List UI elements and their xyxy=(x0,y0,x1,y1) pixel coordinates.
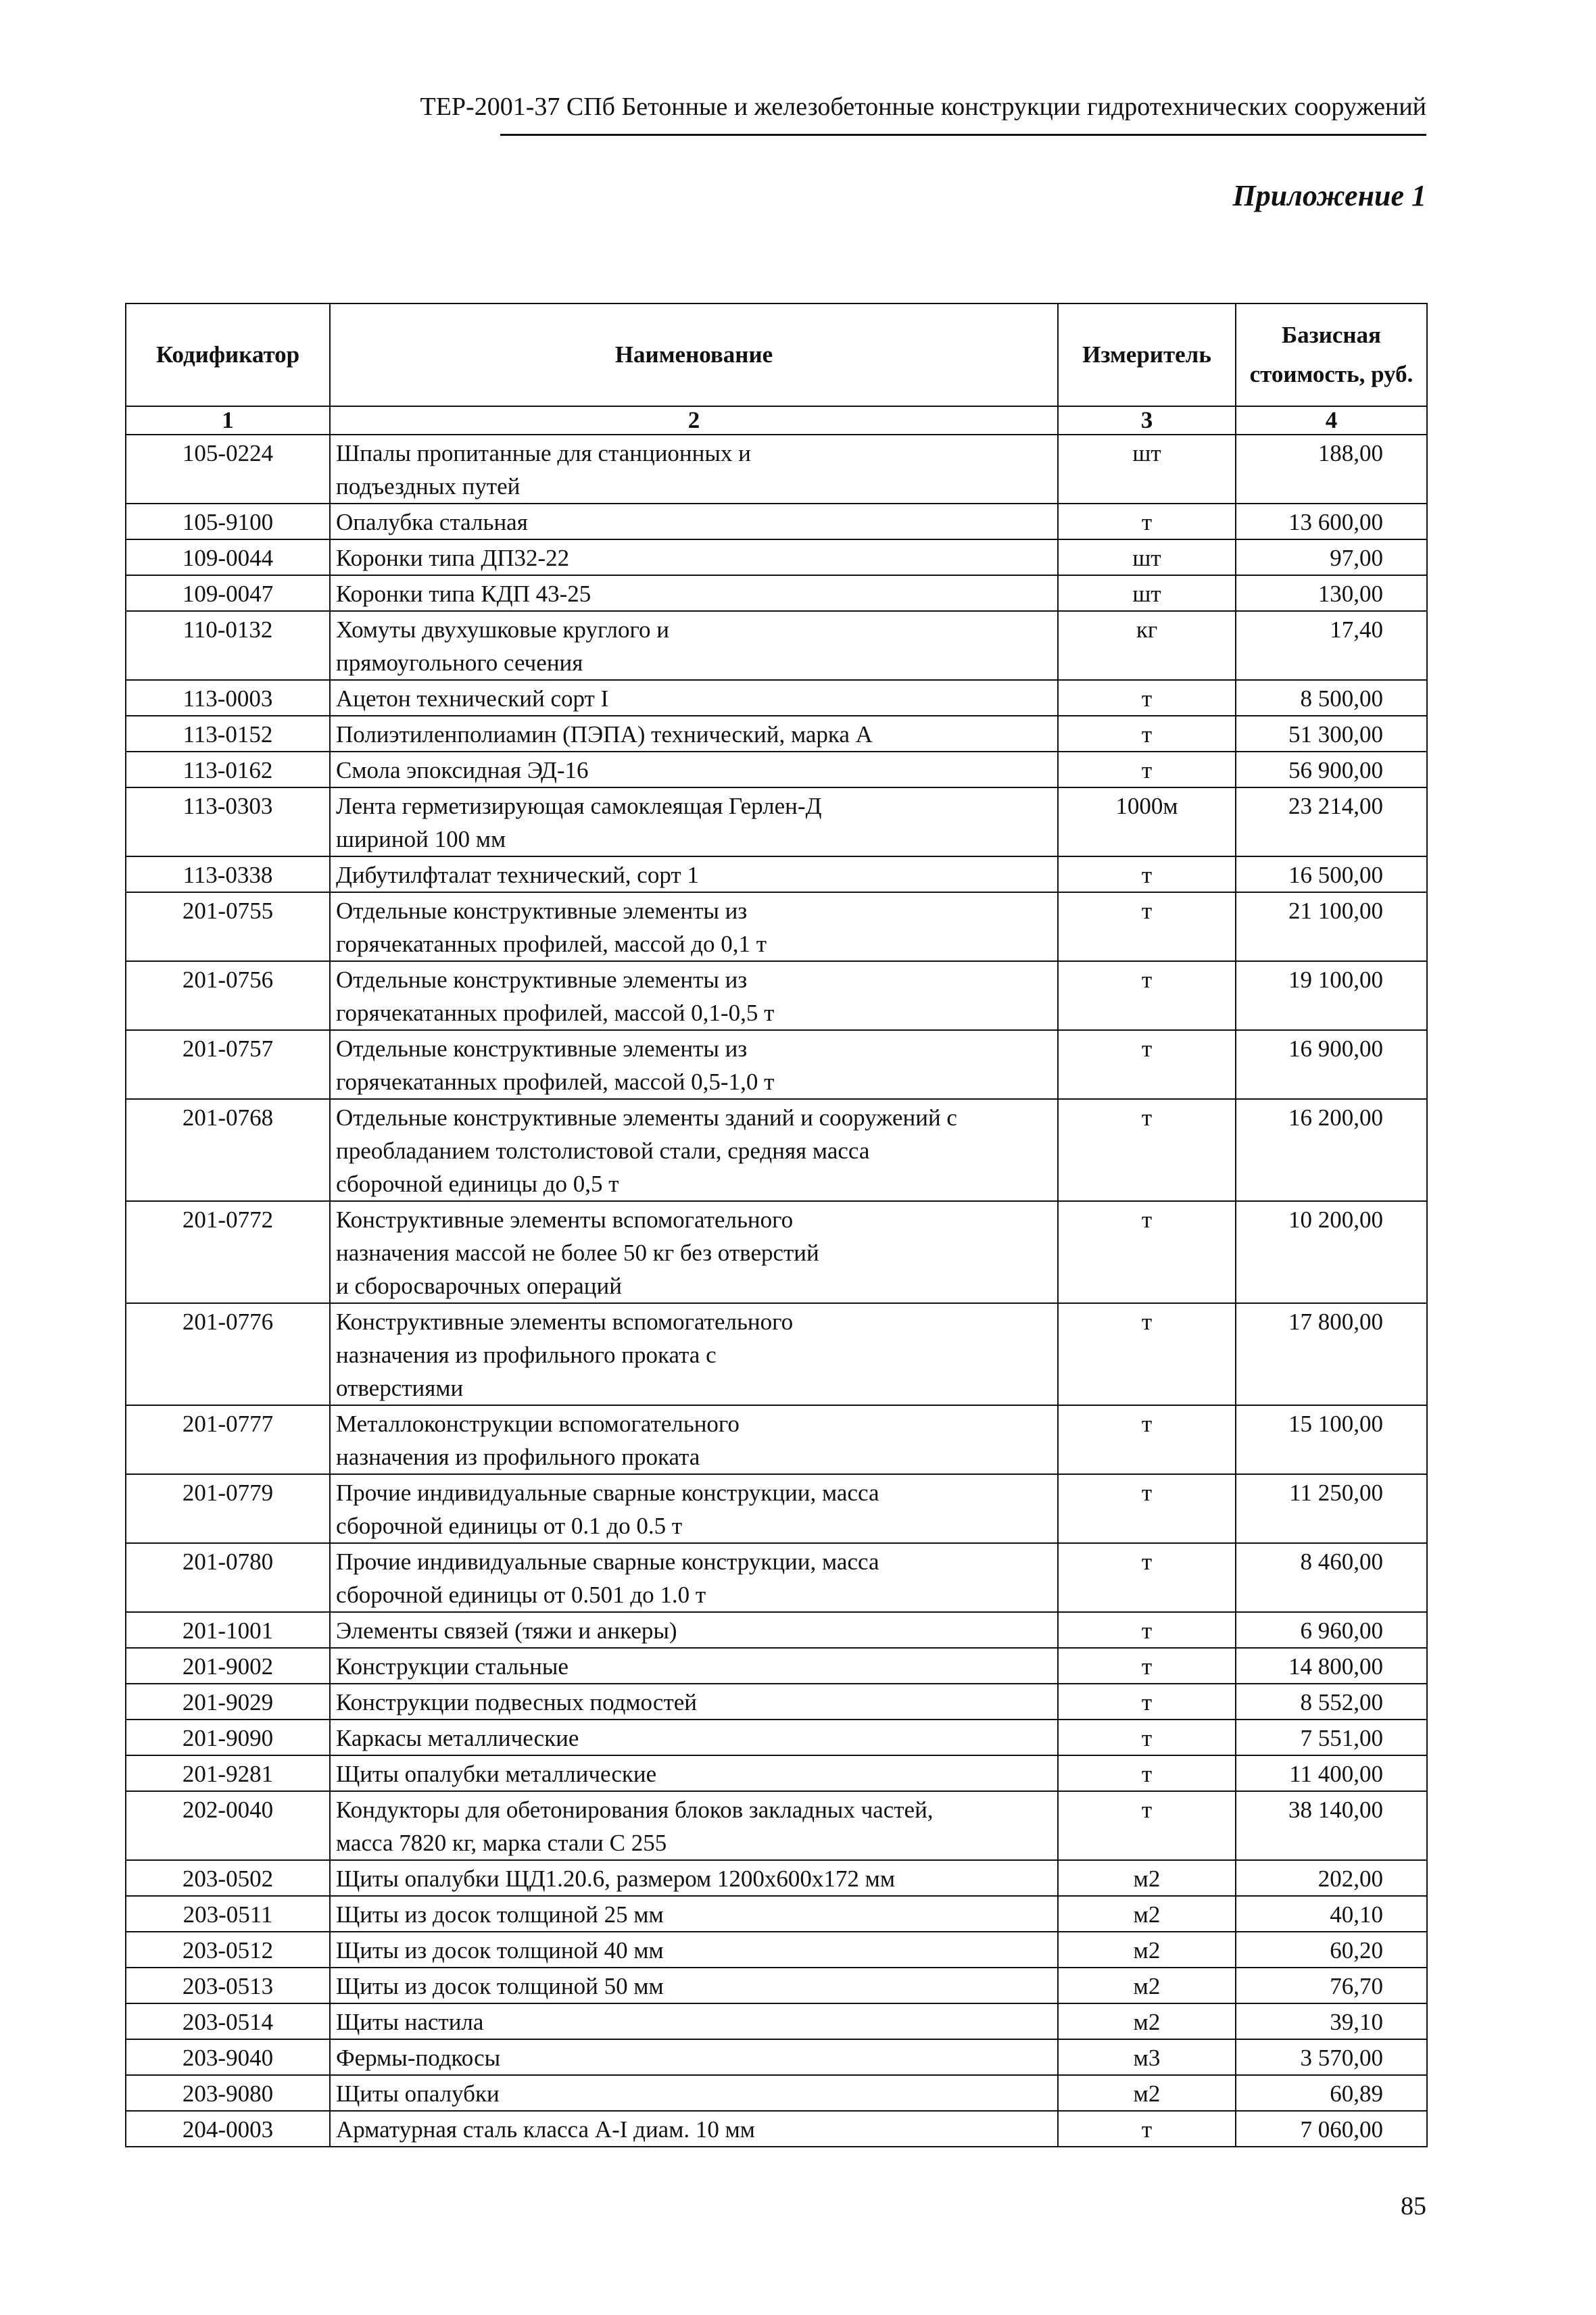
cell-name-line: масса 7820 кг, марка стали С 255 xyxy=(336,1830,667,1856)
cell-name-line: Полиэтиленполиамин (ПЭПА) технический, марка А xyxy=(336,721,873,748)
cell-code: 113-0162 xyxy=(126,752,330,787)
cell-code: 105-0224 xyxy=(126,435,330,504)
table-row xyxy=(126,752,1427,787)
cell-name-line: преобладанием толстолистовой стали, средняя масса xyxy=(336,1138,870,1164)
table-row xyxy=(126,1896,1427,1932)
cell-price: 16 900,00 xyxy=(1236,1030,1427,1099)
cell-name xyxy=(330,680,1058,716)
header-rule xyxy=(500,134,1426,136)
cell-name-line: Кондукторы для обетонирования блоков закладных частей, xyxy=(336,1797,934,1823)
cell-name xyxy=(330,1755,1058,1791)
cell-name xyxy=(330,1860,1058,1896)
cell-name xyxy=(330,716,1058,752)
cell-unit: т xyxy=(1058,1474,1236,1543)
table-row xyxy=(126,611,1427,680)
cell-unit: т xyxy=(1058,892,1236,961)
cell-code: 113-0338 xyxy=(126,856,330,892)
cell-unit: т xyxy=(1058,680,1236,716)
cell-unit: шт xyxy=(1058,575,1236,611)
table-row xyxy=(126,892,1427,961)
cell-name xyxy=(330,1030,1058,1099)
column-header-price: Базисная стоимость, руб. xyxy=(1236,303,1427,406)
cell-code: 201-0755 xyxy=(126,892,330,961)
table-row xyxy=(126,787,1427,856)
table-row xyxy=(126,1791,1427,1860)
table-row xyxy=(126,1648,1427,1684)
cell-price: 3 570,00 xyxy=(1236,2039,1427,2075)
table-row xyxy=(126,1474,1427,1543)
cell-unit: м2 xyxy=(1058,2075,1236,2111)
cell-unit: т xyxy=(1058,1684,1236,1720)
cell-code: 109-0047 xyxy=(126,575,330,611)
cell-name xyxy=(330,539,1058,575)
cell-unit: т xyxy=(1058,1201,1236,1303)
cell-unit: т xyxy=(1058,1030,1236,1099)
cell-code: 201-0777 xyxy=(126,1405,330,1474)
cell-code: 201-0768 xyxy=(126,1099,330,1201)
cell-unit: т xyxy=(1058,1543,1236,1612)
column-header-unit: Измеритель xyxy=(1058,303,1236,406)
cell-name-line: сборочной единицы до 0,5 т xyxy=(336,1171,619,1197)
cell-price: 188,00 xyxy=(1236,435,1427,504)
cell-name-line: Прочие индивидуальные сварные конструкции, масса xyxy=(336,1549,879,1575)
cell-name xyxy=(330,1720,1058,1755)
cell-name xyxy=(330,1791,1058,1860)
table-row xyxy=(126,2003,1427,2039)
cell-price: 23 214,00 xyxy=(1236,787,1427,856)
cell-name xyxy=(330,892,1058,961)
cell-unit: м2 xyxy=(1058,1932,1236,1968)
cell-unit: т xyxy=(1058,752,1236,787)
cell-name xyxy=(330,856,1058,892)
cell-unit: шт xyxy=(1058,435,1236,504)
table-row xyxy=(126,680,1427,716)
cell-name xyxy=(330,752,1058,787)
cell-unit: 1000м xyxy=(1058,787,1236,856)
cell-price: 130,00 xyxy=(1236,575,1427,611)
cell-name-line: Щиты из досок толщиной 50 мм xyxy=(336,1973,664,1999)
cell-name-line: назначения из профильного проката с xyxy=(336,1342,717,1368)
cell-code: 201-0779 xyxy=(126,1474,330,1543)
cell-unit: т xyxy=(1058,716,1236,752)
cell-name-line: подъездных путей xyxy=(336,473,521,499)
cell-price: 15 100,00 xyxy=(1236,1405,1427,1474)
cell-price: 16 200,00 xyxy=(1236,1099,1427,1201)
cell-code: 201-9281 xyxy=(126,1755,330,1791)
cell-name-line: Отдельные конструктивные элементы из xyxy=(336,967,748,993)
cell-name-line: отверстиями xyxy=(336,1375,464,1401)
cell-code: 203-9080 xyxy=(126,2075,330,2111)
column-numbers-row xyxy=(126,406,1427,435)
cell-name-line: Дибутилфталат технический, сорт 1 xyxy=(336,862,699,888)
cell-name-line: Конструкции стальные xyxy=(336,1653,569,1680)
cell-name-line: назначения из профильного проката xyxy=(336,1444,700,1470)
table-row xyxy=(126,1968,1427,2003)
cell-name-line: Шпалы пропитанные для станционных и xyxy=(336,440,751,466)
cell-name-line: Лента герметизирующая самоклеящая Герлен-Д xyxy=(336,793,822,819)
cell-price: 76,70 xyxy=(1236,1968,1427,2003)
cell-name-line: шириной 100 мм xyxy=(336,826,506,852)
cell-price: 8 552,00 xyxy=(1236,1684,1427,1720)
cell-name xyxy=(330,2039,1058,2075)
cell-name xyxy=(330,1648,1058,1684)
cell-name-line: Отдельные конструктивные элементы из xyxy=(336,898,748,924)
cell-unit: м2 xyxy=(1058,1860,1236,1896)
table-row xyxy=(126,504,1427,539)
cell-price: 202,00 xyxy=(1236,1860,1427,1896)
cell-name xyxy=(330,504,1058,539)
cell-code: 201-0776 xyxy=(126,1303,330,1405)
cell-code: 113-0303 xyxy=(126,787,330,856)
cell-unit: т xyxy=(1058,1791,1236,1860)
cell-price: 97,00 xyxy=(1236,539,1427,575)
cell-name-line: прямоугольного сечения xyxy=(336,650,583,676)
cell-price: 11 400,00 xyxy=(1236,1755,1427,1791)
cell-name xyxy=(330,575,1058,611)
cell-price: 16 500,00 xyxy=(1236,856,1427,892)
cell-code: 203-0513 xyxy=(126,1968,330,2003)
cell-code: 110-0132 xyxy=(126,611,330,680)
cell-code: 201-9029 xyxy=(126,1684,330,1720)
cell-name-line: Отдельные конструктивные элементы из xyxy=(336,1035,748,1062)
cell-code: 201-1001 xyxy=(126,1612,330,1648)
cell-code: 203-0512 xyxy=(126,1932,330,1968)
cell-price: 17,40 xyxy=(1236,611,1427,680)
cell-price: 6 960,00 xyxy=(1236,1612,1427,1648)
cell-unit: м3 xyxy=(1058,2039,1236,2075)
table-row xyxy=(126,1932,1427,1968)
cell-name-line: Элементы связей (тяжи и анкеры) xyxy=(336,1617,677,1644)
price-table xyxy=(125,303,1428,2147)
cell-name xyxy=(330,1968,1058,2003)
cell-code: 201-9002 xyxy=(126,1648,330,1684)
cell-unit: м2 xyxy=(1058,2003,1236,2039)
cell-name xyxy=(330,435,1058,504)
cell-name-line: Опалубка стальная xyxy=(336,509,528,535)
cell-price: 19 100,00 xyxy=(1236,961,1427,1030)
cell-price: 21 100,00 xyxy=(1236,892,1427,961)
cell-price: 10 200,00 xyxy=(1236,1201,1427,1303)
cell-name xyxy=(330,1543,1058,1612)
cell-price: 51 300,00 xyxy=(1236,716,1427,752)
table-row xyxy=(126,1201,1427,1303)
cell-price: 60,89 xyxy=(1236,2075,1427,2111)
table-header-row xyxy=(126,303,1427,406)
cell-price: 60,20 xyxy=(1236,1932,1427,1968)
cell-name xyxy=(330,1612,1058,1648)
cell-name-line: Щиты опалубки ЩД1.20.6, размером 1200х600х172 мм xyxy=(336,1866,895,1892)
table-row xyxy=(126,2111,1427,2147)
table-row xyxy=(126,961,1427,1030)
cell-name xyxy=(330,1474,1058,1543)
cell-name-line: и сборосварочных операций xyxy=(336,1273,622,1299)
cell-name-line: Конструкции подвесных подмостей xyxy=(336,1689,698,1715)
cell-code: 109-0044 xyxy=(126,539,330,575)
document-header-title: ТЕР-2001-37 СПб Бетонные и железобетонные конструкции гидротехнических сооружений xyxy=(420,93,1426,121)
cell-name-line: горячекатанных профилей, массой 0,1-0,5 т xyxy=(336,1000,775,1026)
cell-code: 113-0152 xyxy=(126,716,330,752)
cell-name-line: Металлоконструкции вспомогательного xyxy=(336,1411,740,1437)
cell-price: 11 250,00 xyxy=(1236,1474,1427,1543)
cell-code: 203-0514 xyxy=(126,2003,330,2039)
cell-name xyxy=(330,961,1058,1030)
cell-unit: т xyxy=(1058,1303,1236,1405)
table-row xyxy=(126,1860,1427,1896)
cell-name xyxy=(330,1896,1058,1932)
table-row xyxy=(126,1543,1427,1612)
cell-name xyxy=(330,2111,1058,2147)
cell-name xyxy=(330,1099,1058,1201)
cell-price: 14 800,00 xyxy=(1236,1648,1427,1684)
cell-name-line: Щиты опалубки xyxy=(336,2080,500,2107)
cell-unit: т xyxy=(1058,2111,1236,2147)
cell-unit: т xyxy=(1058,856,1236,892)
table-row xyxy=(126,1099,1427,1201)
cell-name-line: Фермы-подкосы xyxy=(336,2045,501,2071)
cell-price: 39,10 xyxy=(1236,2003,1427,2039)
cell-code: 201-0772 xyxy=(126,1201,330,1303)
table-row xyxy=(126,856,1427,892)
table-row xyxy=(126,716,1427,752)
cell-name-line: Щиты опалубки металлические xyxy=(336,1761,657,1787)
cell-unit: т xyxy=(1058,961,1236,1030)
cell-unit: т xyxy=(1058,1612,1236,1648)
cell-price: 13 600,00 xyxy=(1236,504,1427,539)
column-number: 4 xyxy=(1236,406,1427,435)
cell-unit: м2 xyxy=(1058,1896,1236,1932)
cell-name-line: горячекатанных профилей, массой до 0,1 т xyxy=(336,931,767,957)
cell-name xyxy=(330,1201,1058,1303)
cell-name-line: Коронки типа КДП 43-25 xyxy=(336,581,591,607)
cell-code: 105-9100 xyxy=(126,504,330,539)
column-number: 1 xyxy=(126,406,330,435)
cell-unit: м2 xyxy=(1058,1968,1236,2003)
cell-unit: т xyxy=(1058,1720,1236,1755)
cell-price: 40,10 xyxy=(1236,1896,1427,1932)
table-row xyxy=(126,539,1427,575)
cell-name xyxy=(330,611,1058,680)
table-row xyxy=(126,435,1427,504)
cell-name xyxy=(330,2003,1058,2039)
cell-name xyxy=(330,1932,1058,1968)
cell-price: 7 551,00 xyxy=(1236,1720,1427,1755)
cell-name-line: назначения массой не более 50 кг без отверстий xyxy=(336,1240,819,1266)
column-number: 2 xyxy=(330,406,1058,435)
cell-name-line: Щиты из досок толщиной 40 мм xyxy=(336,1937,664,1964)
cell-name-line: Каркасы металлические xyxy=(336,1725,579,1751)
cell-code: 202-0040 xyxy=(126,1791,330,1860)
cell-name xyxy=(330,1684,1058,1720)
cell-price: 17 800,00 xyxy=(1236,1303,1427,1405)
cell-name-line: Коронки типа ДП32-22 xyxy=(336,545,570,571)
cell-code: 113-0003 xyxy=(126,680,330,716)
cell-code: 201-0780 xyxy=(126,1543,330,1612)
appendix-label: Приложение 1 xyxy=(1232,179,1426,212)
cell-name-line: горячекатанных профилей, массой 0,5-1,0 т xyxy=(336,1069,775,1095)
cell-unit: кг xyxy=(1058,611,1236,680)
table-row xyxy=(126,575,1427,611)
table-row xyxy=(126,1755,1427,1791)
table-row xyxy=(126,1405,1427,1474)
cell-name-line: Щиты настила xyxy=(336,2009,484,2035)
cell-name-line: Прочие индивидуальные сварные конструкции, масса xyxy=(336,1480,879,1506)
cell-name-line: Арматурная сталь класса А-I диам. 10 мм xyxy=(336,2116,755,2143)
cell-unit: т xyxy=(1058,1648,1236,1684)
cell-name xyxy=(330,1405,1058,1474)
cell-unit: т xyxy=(1058,504,1236,539)
cell-price: 8 460,00 xyxy=(1236,1543,1427,1612)
table-body xyxy=(126,435,1427,2147)
cell-code: 203-9040 xyxy=(126,2039,330,2075)
cell-code: 201-0757 xyxy=(126,1030,330,1099)
page-number: 85 xyxy=(1401,2192,1426,2220)
table-row xyxy=(126,1303,1427,1405)
cell-name xyxy=(330,2075,1058,2111)
cell-code: 204-0003 xyxy=(126,2111,330,2147)
cell-name-line: Ацетон технический сорт I xyxy=(336,685,609,712)
cell-price: 8 500,00 xyxy=(1236,680,1427,716)
table-row xyxy=(126,1030,1427,1099)
cell-price: 7 060,00 xyxy=(1236,2111,1427,2147)
cell-unit: шт xyxy=(1058,539,1236,575)
column-header-code: Кодификатор xyxy=(126,303,330,406)
cell-name-line: сборочной единицы от 0.501 до 1.0 т xyxy=(336,1582,706,1608)
cell-unit: т xyxy=(1058,1099,1236,1201)
cell-name-line: Хомуты двухушковые круглого и xyxy=(336,616,669,643)
table-row xyxy=(126,1612,1427,1648)
cell-code: 203-0502 xyxy=(126,1860,330,1896)
cell-name xyxy=(330,787,1058,856)
column-header-name: Наименование xyxy=(330,303,1058,406)
table-row xyxy=(126,2075,1427,2111)
cell-name-line: Конструктивные элементы вспомогательного xyxy=(336,1207,794,1233)
cell-code: 203-0511 xyxy=(126,1896,330,1932)
cell-name xyxy=(330,1303,1058,1405)
cell-name-line: Щиты из досок толщиной 25 мм xyxy=(336,1901,664,1928)
cell-unit: т xyxy=(1058,1405,1236,1474)
column-number: 3 xyxy=(1058,406,1236,435)
cell-code: 201-0756 xyxy=(126,961,330,1030)
cell-name-line: Смола эпоксидная ЭД-16 xyxy=(336,757,589,783)
cell-price: 38 140,00 xyxy=(1236,1791,1427,1860)
cell-name-line: Отдельные конструктивные элементы зданий и сооружений с xyxy=(336,1104,957,1131)
cell-code: 201-9090 xyxy=(126,1720,330,1755)
cell-price: 56 900,00 xyxy=(1236,752,1427,787)
cell-unit: т xyxy=(1058,1755,1236,1791)
table-row xyxy=(126,1684,1427,1720)
cell-name-line: сборочной единицы от 0.1 до 0.5 т xyxy=(336,1513,683,1539)
cell-name-line: Конструктивные элементы вспомогательного xyxy=(336,1309,794,1335)
table-row xyxy=(126,2039,1427,2075)
table-row xyxy=(126,1720,1427,1755)
